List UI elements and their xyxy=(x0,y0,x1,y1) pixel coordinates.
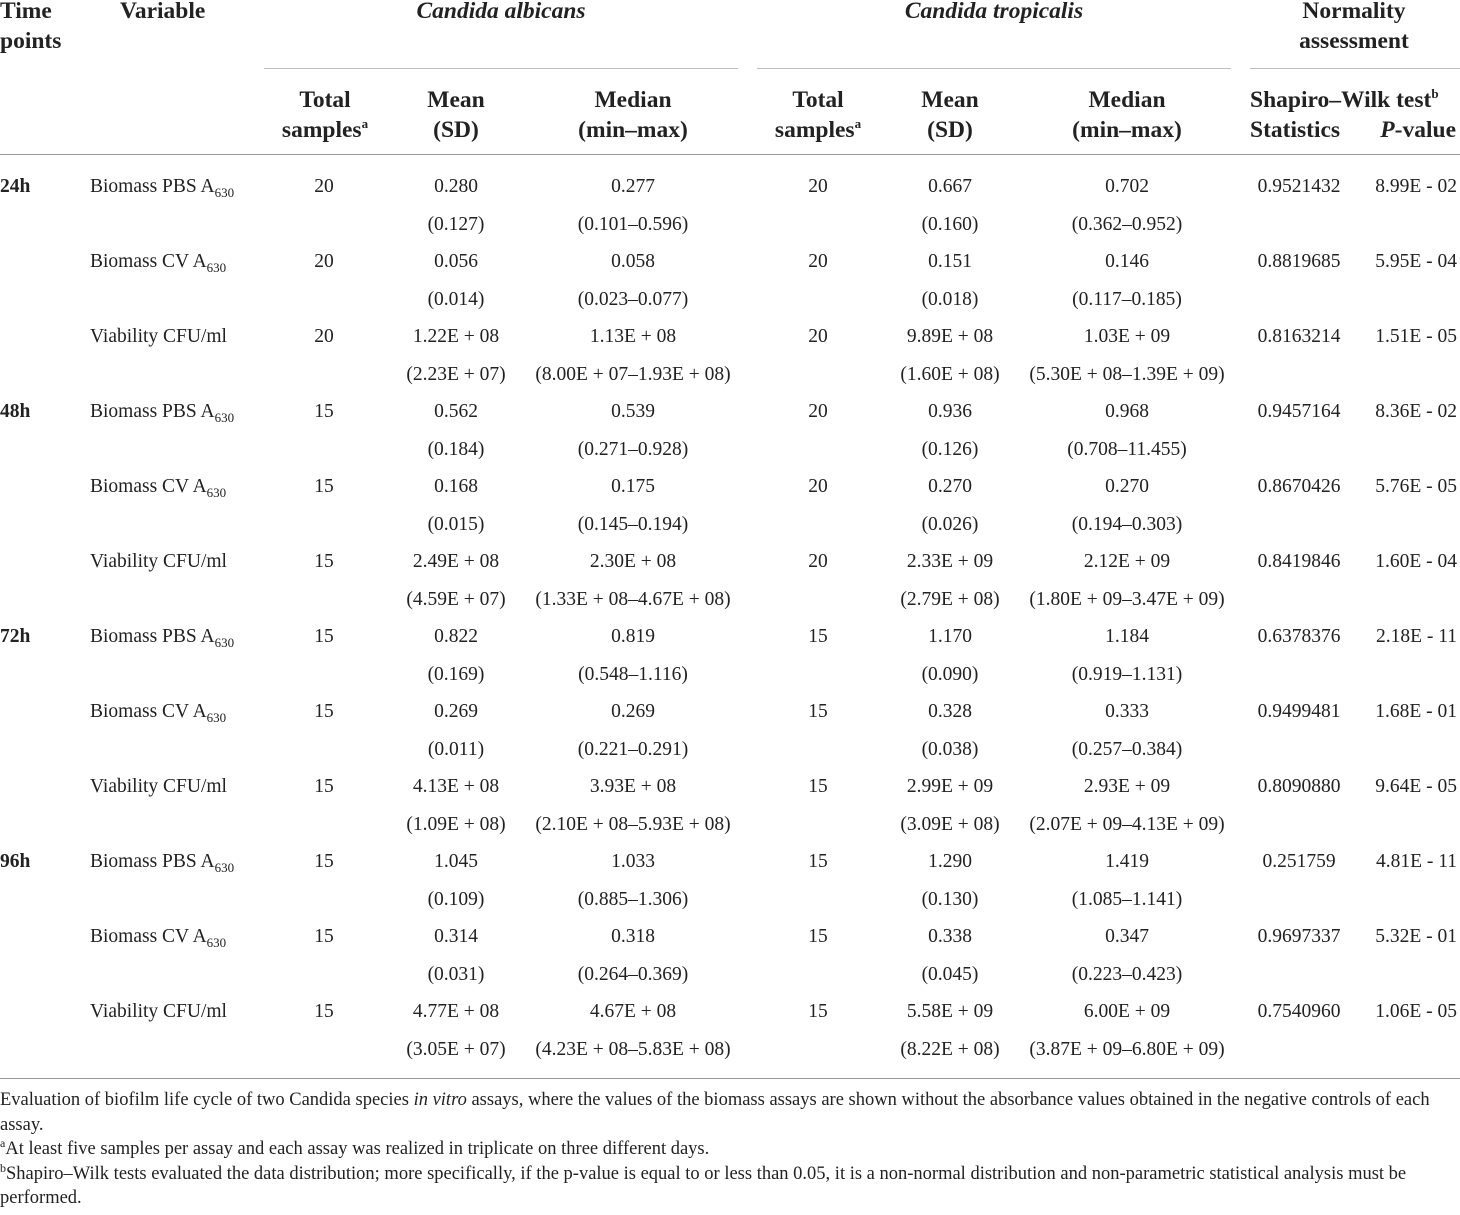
p-value-cell: 1.68E - 01 xyxy=(1375,701,1457,722)
tropicalis-total-cell: 15 xyxy=(808,626,828,647)
table-row xyxy=(0,806,1460,843)
albicans-mean-cell: (0.031) xyxy=(427,963,485,985)
albicans-mean-cell: (0.127) xyxy=(427,213,485,235)
albicans-mean-cell: (0.109) xyxy=(427,888,485,910)
table-row xyxy=(0,881,1460,918)
table-footnotes xyxy=(0,1088,1460,1211)
albicans-mean-cell: 0.314 xyxy=(434,926,478,947)
table-row xyxy=(0,693,1460,730)
albicans-median-cell: 0.277 xyxy=(611,176,655,197)
sw-statistic-cell: 0.8163214 xyxy=(1257,326,1341,347)
table-row xyxy=(0,656,1460,693)
header-statistics: Statistics xyxy=(1250,117,1341,143)
tropicalis-total-cell: 20 xyxy=(808,551,828,572)
tropicalis-median-cell: (3.87E + 09–6.80E + 09) xyxy=(1029,1038,1225,1060)
albicans-total-cell: 15 xyxy=(314,476,334,497)
tropicalis-median-cell: 0.347 xyxy=(1105,926,1149,947)
tropicalis-median-cell: (0.117–0.185) xyxy=(1072,288,1182,310)
albicans-mean-cell: (0.015) xyxy=(427,513,485,535)
tropicalis-mean-cell: 0.936 xyxy=(928,401,972,422)
albicans-median-cell: (0.885–1.306) xyxy=(577,888,689,910)
variable-cell: Biomass PBS $A_{630}$ xyxy=(90,401,235,425)
sw-statistic-cell: 0.8670426 xyxy=(1257,476,1341,497)
albicans-median-cell: 0.318 xyxy=(611,926,655,947)
albicans-mean-cell: 1.22E + 08 xyxy=(412,326,500,347)
p-value-cell: 1.06E - 05 xyxy=(1375,1001,1457,1022)
variable-cell: Biomass CV $A_{630}$ xyxy=(90,476,227,500)
albicans-total-cell: 15 xyxy=(314,626,334,647)
tropicalis-mean-cell: (0.126) xyxy=(921,438,979,460)
tropicalis-median-cell: (1.085–1.141) xyxy=(1071,888,1183,910)
table-row xyxy=(0,543,1460,580)
table-row xyxy=(0,356,1460,393)
table-row xyxy=(0,431,1460,468)
sw-statistic-cell: 0.8090880 xyxy=(1257,776,1341,797)
albicans-mean-cell: 0.168 xyxy=(434,476,478,497)
p-value-cell: 8.99E - 02 xyxy=(1375,176,1457,197)
albicans-group-rule xyxy=(264,68,738,69)
albicans-median-cell: (0.264–0.369) xyxy=(577,963,689,985)
table-row xyxy=(0,281,1460,318)
tropicalis-mean-cell: (0.090) xyxy=(921,663,979,685)
normality-group-rule xyxy=(1250,68,1460,69)
variable-cell: Biomass PBS $A_{630}$ xyxy=(90,176,235,200)
tropicalis-median-cell: (0.708–11.455) xyxy=(1067,438,1187,460)
table-row xyxy=(0,918,1460,955)
albicans-median-cell: 0.058 xyxy=(611,251,655,272)
albicans-mean-cell: (0.014) xyxy=(427,288,485,310)
albicans-total-cell: 15 xyxy=(314,1001,334,1022)
sw-statistic-cell: 0.251759 xyxy=(1262,851,1336,872)
tropicalis-mean-cell: 1.170 xyxy=(928,626,972,647)
tropicalis-mean-cell: 5.58E + 09 xyxy=(906,1001,994,1022)
sw-statistic-cell: 0.6378376 xyxy=(1257,626,1341,647)
albicans-mean-cell: (4.59E + 07) xyxy=(406,588,506,610)
albicans-mean-cell: 4.77E + 08 xyxy=(412,1001,500,1022)
header-mean-tropicalis: Mean (SD) xyxy=(921,87,979,143)
p-value-cell: 5.32E - 01 xyxy=(1375,926,1457,947)
table-row xyxy=(0,956,1460,993)
albicans-median-cell: 0.269 xyxy=(611,701,655,722)
table-row xyxy=(0,243,1460,280)
tropicalis-total-cell: 15 xyxy=(808,701,828,722)
table-row xyxy=(0,768,1460,805)
table-row xyxy=(0,393,1460,430)
tropicalis-median-cell: 6.00E + 09 xyxy=(1083,1001,1171,1022)
tropicalis-total-cell: 20 xyxy=(808,251,828,272)
p-value-cell: 9.64E - 05 xyxy=(1375,776,1457,797)
albicans-total-cell: 15 xyxy=(314,776,334,797)
albicans-median-cell: (0.548–1.116) xyxy=(578,663,688,685)
albicans-median-cell: 1.13E + 08 xyxy=(589,326,677,347)
tropicalis-mean-cell: (1.60E + 08) xyxy=(900,363,1000,385)
tropicalis-mean-cell: 0.270 xyxy=(928,476,972,497)
tropicalis-mean-cell: 0.338 xyxy=(928,926,972,947)
table-row xyxy=(0,168,1460,205)
p-value-cell: 5.76E - 05 xyxy=(1375,476,1457,497)
tropicalis-total-cell: 15 xyxy=(808,1001,828,1022)
p-value-cell: 2.18E - 11 xyxy=(1375,626,1457,647)
sw-statistic-cell: 0.8819685 xyxy=(1257,251,1341,272)
albicans-mean-cell: (0.011) xyxy=(427,738,485,760)
p-value-cell: 1.51E - 05 xyxy=(1375,326,1457,347)
p-value-cell: 4.81E - 11 xyxy=(1375,851,1457,872)
tropicalis-median-cell: 0.333 xyxy=(1105,701,1149,722)
albicans-total-cell: 15 xyxy=(314,401,334,422)
header-candida-tropicalis: Candida tropicalis xyxy=(904,0,1084,24)
tropicalis-total-cell: 20 xyxy=(808,326,828,347)
tropicalis-median-cell: 2.12E + 09 xyxy=(1083,551,1171,572)
header-variable: Variable xyxy=(120,0,206,24)
header-median-tropicalis: Median (min–max) xyxy=(1072,87,1182,143)
albicans-total-cell: 20 xyxy=(314,176,334,197)
table-row xyxy=(0,318,1460,355)
header-total-samples-tropicalis: Total samples$^a$ xyxy=(774,87,862,143)
tropicalis-median-cell: 0.702 xyxy=(1105,176,1149,197)
tropicalis-median-cell: (0.223–0.423) xyxy=(1071,963,1183,985)
variable-cell: Biomass CV $A_{630}$ xyxy=(90,251,227,275)
albicans-median-cell: (4.23E + 08–5.83E + 08) xyxy=(535,1038,731,1060)
albicans-mean-cell: (0.169) xyxy=(427,663,485,685)
header-time-points: Time points xyxy=(0,0,62,54)
albicans-mean-cell: 0.822 xyxy=(434,626,478,647)
albicans-median-cell: 4.67E + 08 xyxy=(589,1001,677,1022)
header-normality-assessment: Normality assessment xyxy=(1299,0,1409,54)
albicans-median-cell: 1.033 xyxy=(611,851,655,872)
tropicalis-mean-cell: (8.22E + 08) xyxy=(900,1038,1000,1060)
variable-cell: Viability CFU/ml xyxy=(90,776,227,797)
tropicalis-total-cell: 20 xyxy=(808,401,828,422)
tropicalis-mean-cell: (3.09E + 08) xyxy=(900,813,1000,835)
table-row xyxy=(0,618,1460,655)
tropicalis-mean-cell: 9.89E + 08 xyxy=(906,326,994,347)
time-point-cell: 48h xyxy=(0,401,31,422)
tropicalis-group-rule xyxy=(757,68,1231,69)
albicans-mean-cell: (2.23E + 07) xyxy=(406,363,506,385)
table-row xyxy=(0,1031,1460,1068)
p-value-cell: 5.95E - 04 xyxy=(1375,251,1457,272)
variable-cell: Biomass CV $A_{630}$ xyxy=(90,701,227,725)
header-median-albicans: Median (min–max) xyxy=(578,87,688,143)
tropicalis-mean-cell: 2.33E + 09 xyxy=(906,551,994,572)
time-point-cell: 72h xyxy=(0,626,31,647)
tropicalis-median-cell: (0.194–0.303) xyxy=(1071,513,1183,535)
tropicalis-median-cell: 2.93E + 09 xyxy=(1083,776,1171,797)
albicans-total-cell: 15 xyxy=(314,551,334,572)
tropicalis-mean-cell: (0.045) xyxy=(921,963,979,985)
tropicalis-total-cell: 15 xyxy=(808,851,828,872)
albicans-median-cell: (0.101–0.596) xyxy=(577,213,689,235)
albicans-median-cell: (0.221–0.291) xyxy=(577,738,689,760)
table-row xyxy=(0,506,1460,543)
albicans-mean-cell: 0.280 xyxy=(434,176,478,197)
tropicalis-mean-cell: (0.160) xyxy=(921,213,979,235)
albicans-median-cell: 0.539 xyxy=(611,401,655,422)
albicans-median-cell: (2.10E + 08–5.93E + 08) xyxy=(535,813,731,835)
table-row xyxy=(0,843,1460,880)
tropicalis-median-cell: (0.257–0.384) xyxy=(1071,738,1183,760)
tropicalis-mean-cell: 0.151 xyxy=(928,251,972,272)
tropicalis-mean-cell: 0.328 xyxy=(928,701,972,722)
sw-statistic-cell: 0.9697337 xyxy=(1257,926,1341,947)
tropicalis-median-cell: 0.270 xyxy=(1105,476,1149,497)
tropicalis-mean-cell: (0.026) xyxy=(921,513,979,535)
tropicalis-median-cell: (0.919–1.131) xyxy=(1071,663,1183,685)
tropicalis-mean-cell: (0.018) xyxy=(921,288,979,310)
albicans-median-cell: (0.145–0.194) xyxy=(577,513,689,535)
tropicalis-median-cell: 1.419 xyxy=(1105,851,1149,872)
tropicalis-mean-cell: 1.290 xyxy=(928,851,972,872)
albicans-mean-cell: (3.05E + 07) xyxy=(406,1038,506,1060)
sw-statistic-cell: 0.9457164 xyxy=(1257,401,1341,422)
header-mean-albicans: Mean (SD) xyxy=(427,87,485,143)
table-caption: Evaluation of biofilm life cycle of two Candida species in vitro assays, where the values of the biomass assays are shown without the absorbance values obtained in the negative controls of each assay. xyxy=(0,1090,1430,1135)
tropicalis-median-cell: 1.184 xyxy=(1105,626,1149,647)
table-row xyxy=(0,731,1460,768)
tropicalis-total-cell: 20 xyxy=(808,176,828,197)
albicans-median-cell: (0.271–0.928) xyxy=(577,438,689,460)
time-point-cell: 96h xyxy=(0,851,31,872)
sw-statistic-cell: 0.7540960 xyxy=(1257,1001,1341,1022)
albicans-mean-cell: 4.13E + 08 xyxy=(412,776,500,797)
table-row xyxy=(0,206,1460,243)
tropicalis-median-cell: 0.146 xyxy=(1105,251,1149,272)
variable-cell: Biomass PBS $A_{630}$ xyxy=(90,626,235,650)
sw-statistic-cell: 0.9499481 xyxy=(1257,701,1341,722)
tropicalis-median-cell: (0.362–0.952) xyxy=(1071,213,1183,235)
albicans-mean-cell: (1.09E + 08) xyxy=(406,813,506,835)
albicans-mean-cell: (0.184) xyxy=(427,438,485,460)
tropicalis-mean-cell: (0.038) xyxy=(921,738,979,760)
table-row xyxy=(0,993,1460,1030)
albicans-total-cell: 20 xyxy=(314,326,334,347)
albicans-median-cell: 2.30E + 08 xyxy=(589,551,677,572)
albicans-mean-cell: 0.269 xyxy=(434,701,478,722)
table-bottom-rule xyxy=(0,1078,1460,1079)
variable-cell: Biomass CV $A_{630}$ xyxy=(90,926,227,950)
sw-statistic-cell: 0.9521432 xyxy=(1257,176,1341,197)
albicans-median-cell: 0.175 xyxy=(611,476,655,497)
footnote-a: $^a$At least five samples per assay and each assay was realized in triplicate on three different days. xyxy=(0,1135,710,1159)
albicans-total-cell: 15 xyxy=(314,926,334,947)
tropicalis-mean-cell: (2.79E + 08) xyxy=(900,588,1000,610)
albicans-mean-cell: 0.562 xyxy=(434,401,478,422)
table-row xyxy=(0,581,1460,618)
variable-cell: Viability CFU/ml xyxy=(90,551,227,572)
tropicalis-mean-cell: (0.130) xyxy=(921,888,979,910)
tropicalis-total-cell: 20 xyxy=(808,476,828,497)
sw-statistic-cell: 0.8419846 xyxy=(1257,551,1341,572)
variable-cell: Biomass PBS $A_{630}$ xyxy=(90,851,235,875)
tropicalis-median-cell: (1.80E + 09–3.47E + 09) xyxy=(1029,588,1225,610)
tropicalis-total-cell: 15 xyxy=(808,926,828,947)
tropicalis-median-cell: 0.968 xyxy=(1105,401,1149,422)
variable-cell: Viability CFU/ml xyxy=(90,326,227,347)
time-point-cell: 24h xyxy=(0,176,31,197)
albicans-mean-cell: 1.045 xyxy=(434,851,478,872)
tropicalis-mean-cell: 0.667 xyxy=(928,176,972,197)
albicans-median-cell: (8.00E + 07–1.93E + 08) xyxy=(535,363,731,385)
albicans-total-cell: 20 xyxy=(314,251,334,272)
albicans-total-cell: 15 xyxy=(314,851,334,872)
variable-cell: Viability CFU/ml xyxy=(90,1001,227,1022)
tropicalis-median-cell: (5.30E + 08–1.39E + 09) xyxy=(1029,363,1225,385)
header-p-value: P-value xyxy=(1380,117,1456,143)
header-candida-albicans: Candida albicans xyxy=(416,0,586,24)
albicans-median-cell: 0.819 xyxy=(611,626,655,647)
header-bottom-rule xyxy=(0,154,1460,155)
p-value-cell: 8.36E - 02 xyxy=(1375,401,1457,422)
table-row xyxy=(0,468,1460,505)
albicans-mean-cell: 0.056 xyxy=(434,251,478,272)
albicans-median-cell: (0.023–0.077) xyxy=(577,288,689,310)
albicans-total-cell: 15 xyxy=(314,701,334,722)
header-total-samples-albicans: Total samples$^a$ xyxy=(281,87,369,143)
tropicalis-median-cell: 1.03E + 09 xyxy=(1083,326,1171,347)
albicans-median-cell: (1.33E + 08–4.67E + 08) xyxy=(535,588,731,610)
tropicalis-median-cell: (2.07E + 09–4.13E + 09) xyxy=(1029,813,1225,835)
tropicalis-total-cell: 15 xyxy=(808,776,828,797)
albicans-median-cell: 3.93E + 08 xyxy=(589,776,677,797)
tropicalis-mean-cell: 2.99E + 09 xyxy=(906,776,994,797)
header-shapiro-wilk: Shapiro–Wilk test$^b$ xyxy=(1250,86,1439,113)
albicans-mean-cell: 2.49E + 08 xyxy=(412,551,500,572)
footnote-b: $^b$Shapiro–Wilk tests evaluated the data distribution; more specifically, if the p-value is equal to or less than 0.05, it is a non-normal distribution and non-parametric statistical analysis must be performed. xyxy=(0,1160,1407,1208)
p-value-cell: 1.60E - 04 xyxy=(1375,551,1457,572)
